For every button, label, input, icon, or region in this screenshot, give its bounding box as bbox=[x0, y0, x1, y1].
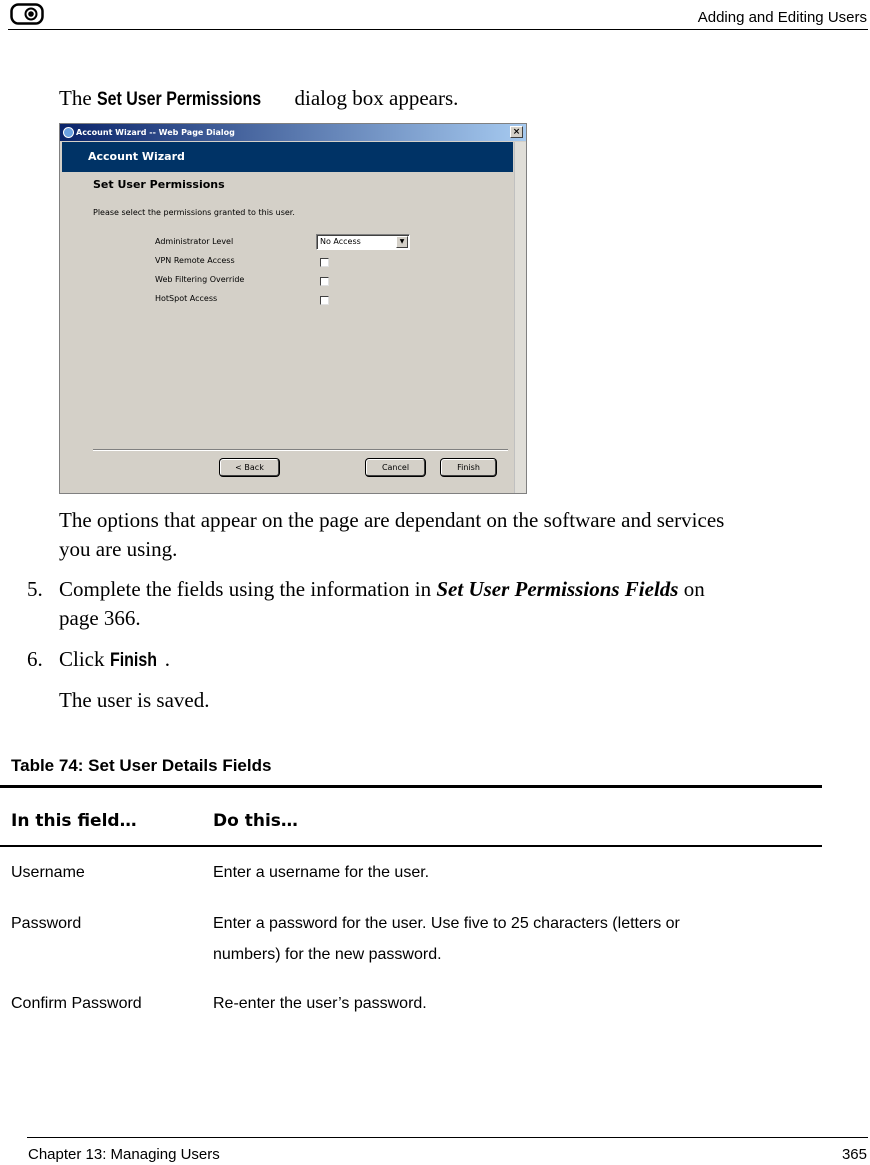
administrator-level-value: No Access bbox=[320, 237, 361, 246]
step-6-text bbox=[59, 645, 170, 675]
step-6-text-before: Click bbox=[59, 647, 110, 671]
set-user-permissions-dialog bbox=[59, 123, 527, 494]
step-5-text-after: on bbox=[678, 577, 705, 601]
table-header-rule bbox=[0, 845, 822, 847]
table-top-rule bbox=[0, 785, 822, 788]
administrator-level-select[interactable] bbox=[316, 234, 410, 250]
dialog-banner: Account Wizard bbox=[62, 142, 513, 172]
step-6-text-after: . bbox=[164, 647, 170, 671]
hotspot-access-label: HotSpot Access bbox=[155, 294, 218, 303]
table-header-field: In this field… bbox=[11, 811, 137, 831]
vpn-remote-access-label: VPN Remote Access bbox=[155, 256, 235, 265]
table-row-password-action: Enter a password for the user. Use five to 25 characters (letters or bbox=[213, 915, 680, 932]
vpn-remote-access-checkbox[interactable] bbox=[320, 258, 329, 267]
dialog-separator bbox=[93, 449, 508, 451]
options-note-line2: you are using. bbox=[59, 537, 178, 561]
table-row-username-action: Enter a username for the user. bbox=[213, 864, 430, 881]
user-saved-text: The user is saved. bbox=[59, 688, 210, 712]
hotspot-access-checkbox[interactable] bbox=[320, 296, 329, 305]
step-6-number: 6. bbox=[27, 647, 43, 671]
table-row-password-action-line2: numbers) for the new password. bbox=[213, 946, 442, 963]
intro-dialog-name: Set User Permissions bbox=[96, 89, 262, 110]
table-row-confirm-password-field: Confirm Password bbox=[11, 995, 142, 1012]
intro-paragraph bbox=[59, 84, 458, 114]
options-note: The options that appear on the page are dependant on the software and services bbox=[59, 508, 725, 532]
step-5-text-before: Complete the fields using the information in bbox=[59, 577, 437, 601]
header-rule bbox=[8, 29, 868, 30]
dialog-scrollbar[interactable] bbox=[514, 142, 526, 494]
administrator-level-label: Administrator Level bbox=[155, 237, 234, 246]
step-5-cross-reference[interactable]: Set User Permissions Fields bbox=[436, 577, 679, 601]
browser-icon bbox=[63, 127, 74, 138]
step-5-text-line2: page 366. bbox=[59, 606, 141, 630]
cancel-button[interactable]: Cancel bbox=[366, 459, 425, 476]
step-5-number: 5. bbox=[27, 577, 43, 601]
intro-text-after: dialog box appears. bbox=[289, 86, 459, 110]
dialog-title-bar bbox=[60, 124, 526, 141]
table-row-confirm-password-action: Re-enter the user’s password. bbox=[213, 995, 427, 1012]
web-filtering-override-checkbox[interactable] bbox=[320, 277, 329, 286]
dialog-window-title: Account Wizard -- Web Page Dialog bbox=[76, 128, 235, 137]
step-5-text bbox=[59, 575, 705, 603]
header-title: Adding and Editing Users bbox=[697, 9, 867, 26]
step-6-finish-label: Finish bbox=[109, 650, 157, 671]
table-caption: Table 74: Set User Details Fields bbox=[11, 756, 272, 775]
table-header-action: Do this… bbox=[213, 811, 298, 831]
web-filtering-override-label: Web Filtering Override bbox=[155, 275, 245, 284]
footer-page-number: 365 bbox=[841, 1146, 867, 1163]
footer-chapter: Chapter 13: Managing Users bbox=[28, 1146, 220, 1163]
dialog-instructions: Please select the permissions granted to this user. bbox=[93, 208, 295, 217]
back-button[interactable]: < Back bbox=[220, 459, 279, 476]
intro-text-before: The bbox=[59, 86, 97, 110]
table-row-password-field: Password bbox=[11, 915, 82, 932]
table-row-username-field: Username bbox=[11, 864, 85, 881]
rounded-eye-logo-icon bbox=[10, 3, 44, 25]
close-icon[interactable]: × bbox=[510, 126, 523, 138]
dialog-heading: Set User Permissions bbox=[93, 178, 225, 191]
footer-rule bbox=[27, 1137, 868, 1138]
finish-button[interactable]: Finish bbox=[441, 459, 496, 476]
chevron-down-icon[interactable]: ▼ bbox=[396, 236, 408, 248]
